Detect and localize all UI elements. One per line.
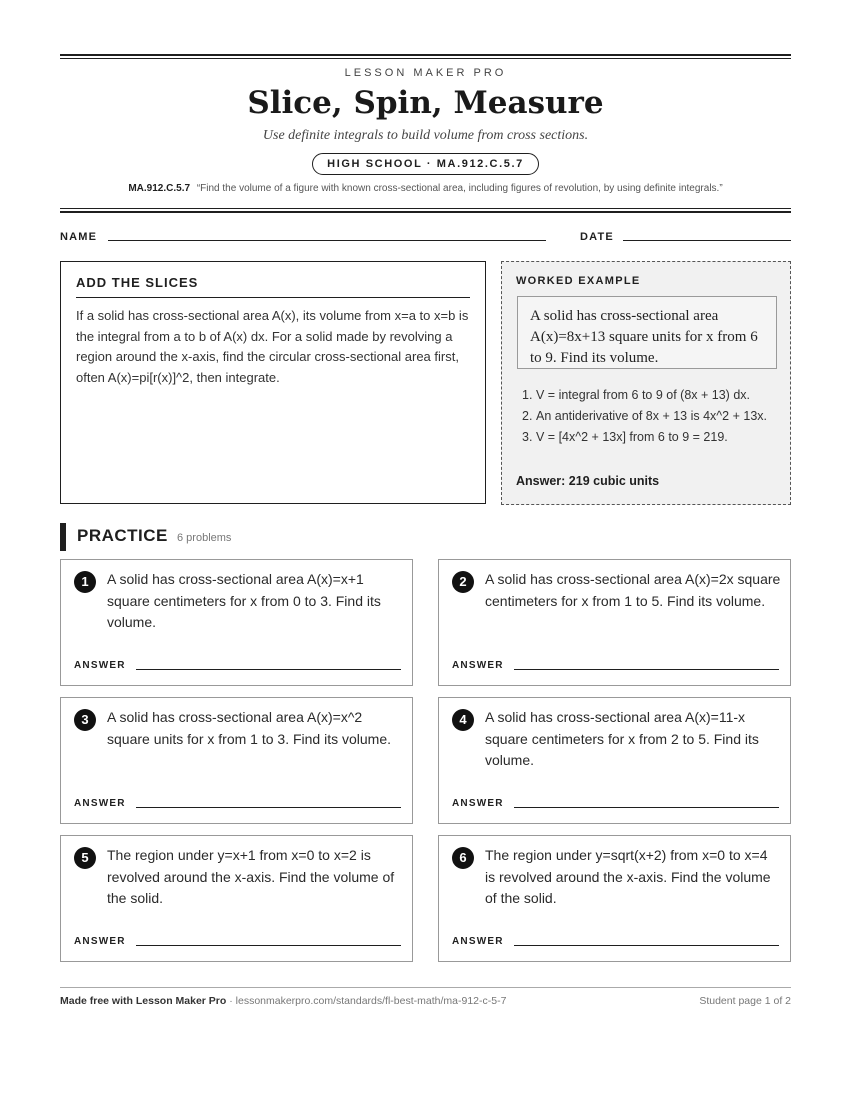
problem-text: A solid has cross-sectional area A(x)=2x square centimeters for x from 1 to 5. Find its volume. <box>485 571 781 609</box>
answer-field[interactable] <box>514 945 779 946</box>
step-number: 3. <box>522 430 533 444</box>
problem-card-6 <box>438 835 791 962</box>
problem-card-2 <box>438 559 791 686</box>
problem-card-4 <box>438 697 791 824</box>
worked-example-answer: Answer: 219 cubic units <box>516 474 660 488</box>
worked-example-problem: A solid has cross-sectional area A(x)=8x+13 square units for x from 6 to 9. Find its volume. <box>517 296 777 369</box>
problem-number: 5 <box>74 847 96 869</box>
problem-number: 6 <box>452 847 474 869</box>
answer-field[interactable] <box>136 807 401 808</box>
footer-credit <box>60 995 506 1007</box>
badge-wrap <box>60 153 791 175</box>
top-rule <box>60 54 791 56</box>
problem-card-1 <box>60 559 413 686</box>
worked-example-heading: WORKED EXAMPLE <box>516 275 641 287</box>
problem-text: A solid has cross-sectional area A(x)=x^2 square units for x from 1 to 3. Find its volume. <box>107 709 392 747</box>
answer-field[interactable] <box>136 669 401 670</box>
problem-number: 3 <box>74 709 96 731</box>
date-field[interactable] <box>623 240 791 241</box>
top-rule-thin <box>60 58 791 59</box>
problem-text: A solid has cross-sectional area A(x)=11-x square centimeters for x from 2 to 5. Find its volume. <box>485 709 759 768</box>
brand-name: LESSON MAKER PRO <box>344 67 507 79</box>
practice-count: 6 problems <box>177 532 232 544</box>
concept-heading: ADD THE SLICES <box>76 275 199 290</box>
worked-example-steps <box>516 385 784 448</box>
problem-card-3 <box>60 697 413 824</box>
problem-card-5 <box>60 835 413 962</box>
problem-number: 4 <box>452 709 474 731</box>
footer-made-with: Made free with Lesson Maker Pro <box>60 995 227 1007</box>
answer-field[interactable] <box>136 945 401 946</box>
concept-box <box>60 261 486 504</box>
page-title: Slice, Spin, Measure <box>247 85 604 121</box>
problem-text: A solid has cross-sectional area A(x)=x+1 square centimeters for x from 0 to 3. Find its volume. <box>107 571 381 630</box>
problem-text: The region under y=x+1 from x=0 to x=2 is revolved around the x-axis. Find the volume of the solid. <box>107 847 395 906</box>
worked-example-box <box>501 261 791 505</box>
worked-step <box>516 385 784 406</box>
step-number: 1. <box>522 388 533 402</box>
answer-label: ANSWER <box>74 936 126 947</box>
page-subtitle: Use definite integrals to build volume from cross sections. <box>262 128 589 143</box>
footer-rule <box>60 987 791 988</box>
answer-label: ANSWER <box>452 660 504 671</box>
name-field[interactable] <box>108 240 546 241</box>
answer-label: ANSWER <box>74 660 126 671</box>
answer-field[interactable] <box>514 669 779 670</box>
worked-step <box>516 406 784 427</box>
footer-page-number: Student page 1 of 2 <box>699 995 791 1007</box>
header-bottom-rule <box>60 211 791 213</box>
answer-label: ANSWER <box>452 936 504 947</box>
name-label: NAME <box>60 231 98 243</box>
standard-statement <box>60 183 791 194</box>
standard-text: “Find the volume of a figure with known cross-sectional area, including figures of revolution, by using definite integrals.” <box>196 183 723 194</box>
answer-field[interactable] <box>514 807 779 808</box>
problem-text: The region under y=sqrt(x+2) from x=0 to x=4 is revolved around the x-axis. Find the volume of the solid. <box>485 847 771 906</box>
step-text: V = [4x^2 + 13x] from 6 to 9 = 219. <box>536 430 728 444</box>
answer-label: ANSWER <box>452 798 504 809</box>
practice-heading: PRACTICE <box>77 526 168 545</box>
grade-standard-badge: HIGH SCHOOL · MA.912.C.5.7 <box>312 153 539 175</box>
problem-number: 2 <box>452 571 474 593</box>
standard-code: MA.912.C.5.7 <box>128 183 191 194</box>
practice-accent-bar <box>60 523 66 551</box>
concept-heading-rule <box>76 297 470 298</box>
problem-number: 1 <box>74 571 96 593</box>
footer-url[interactable]: · lessonmakerpro.com/standards/fl-best-math/ma-912-c-5-7 <box>226 995 507 1007</box>
header-bottom-rule-thin <box>60 208 791 209</box>
step-number: 2. <box>522 409 533 423</box>
step-text: V = integral from 6 to 9 of (8x + 13) dx. <box>536 388 750 402</box>
date-label: DATE <box>580 231 614 243</box>
concept-body: If a solid has cross-sectional area A(x), its volume from x=a to x=b is the integral from a to b of A(x) dx. For a solid made by revolving a region around the x-axis, find the circular cross-sectional area first, often A(x)=pi[r(x)]^2, then integrate. <box>76 308 469 385</box>
worked-step <box>516 427 784 448</box>
step-text: An antiderivative of 8x + 13 is 4x^2 + 13x. <box>536 409 767 423</box>
answer-label: ANSWER <box>74 798 126 809</box>
